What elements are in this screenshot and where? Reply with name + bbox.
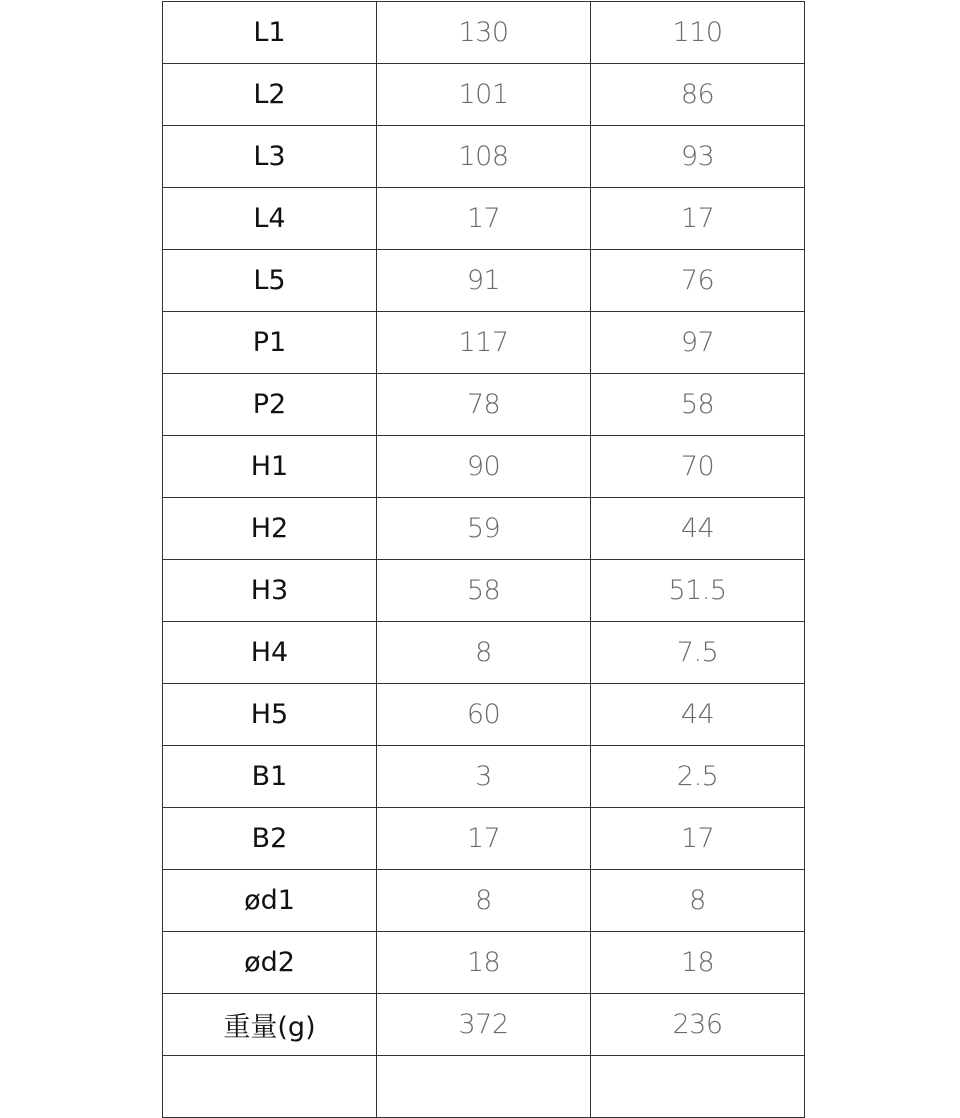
row-label: B1: [163, 746, 377, 808]
table-row: [163, 64, 805, 126]
value-cell: 70: [591, 436, 805, 498]
value-cell: 8: [591, 870, 805, 932]
value-cell: 108: [377, 126, 591, 188]
spec-table: [162, 1, 805, 1118]
value-cell: 3: [377, 746, 591, 808]
row-label: B2: [163, 808, 377, 870]
value-cell: 93: [591, 126, 805, 188]
value-cell: 59: [377, 498, 591, 560]
table-row: [163, 498, 805, 560]
row-label: ød2: [163, 932, 377, 994]
row-label: H3: [163, 560, 377, 622]
value-cell: 97: [591, 312, 805, 374]
value-cell: 7.5: [591, 622, 805, 684]
value-cell: 372: [377, 994, 591, 1056]
table-row: [163, 560, 805, 622]
table-row: [163, 2, 805, 64]
table-row: [163, 808, 805, 870]
value-cell: 44: [591, 498, 805, 560]
value-cell: 17: [591, 808, 805, 870]
table-row: [163, 684, 805, 746]
table-row: [163, 746, 805, 808]
table-row: [163, 870, 805, 932]
table-row: [163, 436, 805, 498]
value-cell: 18: [591, 932, 805, 994]
table-row: [163, 312, 805, 374]
value-cell: 60: [377, 684, 591, 746]
value-cell: 90: [377, 436, 591, 498]
row-label: L4: [163, 188, 377, 250]
row-label: H4: [163, 622, 377, 684]
value-cell: 78: [377, 374, 591, 436]
row-label: L3: [163, 126, 377, 188]
value-cell: 101: [377, 64, 591, 126]
value-cell: 58: [591, 374, 805, 436]
table-row: [163, 994, 805, 1056]
value-cell: 17: [377, 188, 591, 250]
row-label: H5: [163, 684, 377, 746]
table-row: [163, 250, 805, 312]
row-label: 重量(g): [163, 994, 377, 1056]
value-cell: 91: [377, 250, 591, 312]
row-label: P1: [163, 312, 377, 374]
value-cell: 58: [377, 560, 591, 622]
row-label: P2: [163, 374, 377, 436]
value-cell: 117: [377, 312, 591, 374]
table-row: [163, 126, 805, 188]
row-label: L5: [163, 250, 377, 312]
row-label: L1: [163, 2, 377, 64]
table-row: [163, 622, 805, 684]
table-row-partial: [163, 1056, 805, 1118]
value-cell: 2.5: [591, 746, 805, 808]
value-cell: 236: [591, 994, 805, 1056]
row-label: L2: [163, 64, 377, 126]
value-cell: 86: [591, 64, 805, 126]
value-cell: 17: [377, 808, 591, 870]
row-label: ød1: [163, 870, 377, 932]
value-cell: 76: [591, 250, 805, 312]
value-cell: 44: [591, 684, 805, 746]
value-cell: [377, 1056, 591, 1118]
row-label: H1: [163, 436, 377, 498]
row-label: [163, 1056, 377, 1118]
table-row: [163, 188, 805, 250]
spec-table-body: [163, 2, 805, 1118]
table-row: [163, 932, 805, 994]
row-label: H2: [163, 498, 377, 560]
value-cell: 18: [377, 932, 591, 994]
value-cell: 8: [377, 622, 591, 684]
value-cell: 17: [591, 188, 805, 250]
value-cell: 51.5: [591, 560, 805, 622]
table-row: [163, 374, 805, 436]
value-cell: 8: [377, 870, 591, 932]
value-cell: [591, 1056, 805, 1118]
value-cell: 110: [591, 2, 805, 64]
value-cell: 130: [377, 2, 591, 64]
